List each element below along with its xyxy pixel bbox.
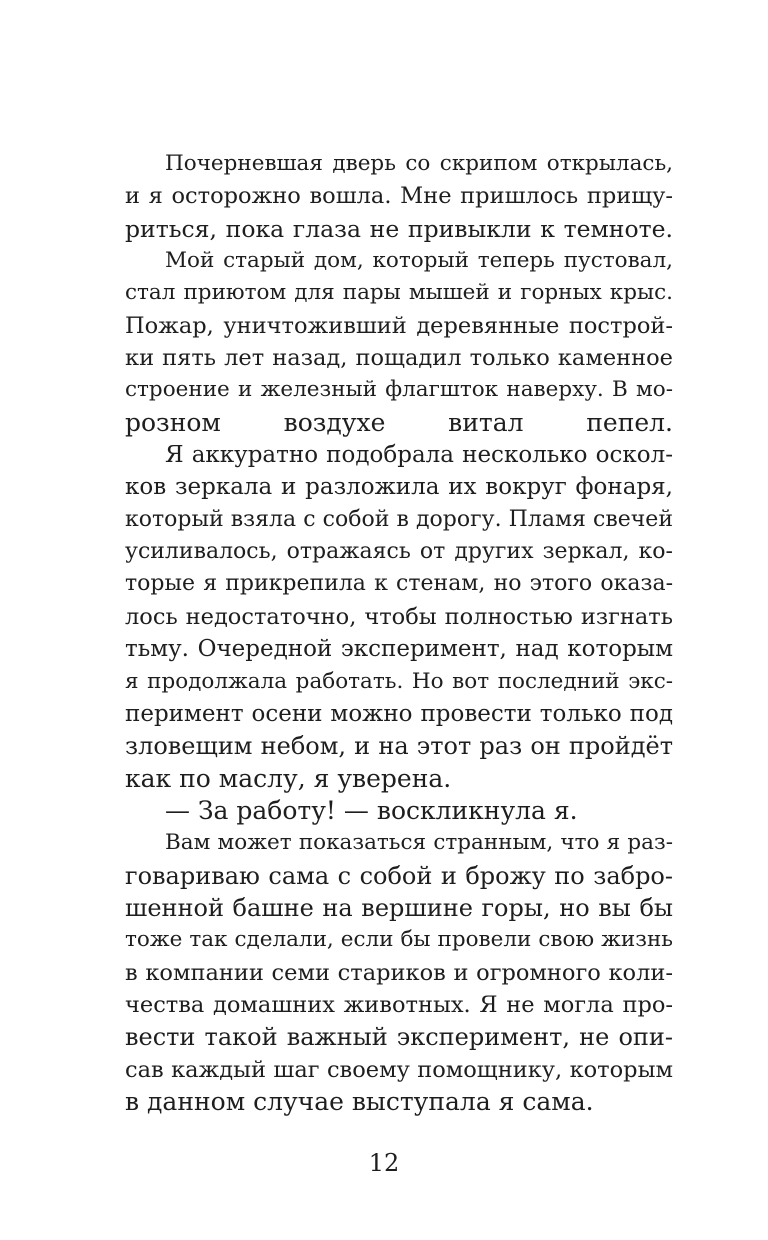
text-line: стал приютом для пары мышей и горных крыс. [125,280,673,306]
text-line: розном воздухе витал пепел. [125,407,673,437]
text-line: я продолжала работать. Но вот последний экс- [125,668,673,694]
text-line: усиливалось, отражаясь от других зеркал, ко- [125,539,673,565]
paragraph-1 [125,148,673,245]
text-line: ков зеркала и разложила их вокруг фонаря, [125,474,673,501]
text-line: в компании семи стариков и огромного коли- [125,959,673,986]
paragraph-2 [125,245,673,439]
text-line: тоже так сделали, если бы провели свою жизнь [125,927,673,953]
text-line: торые я прикрепила к стенам, но этого оказа- [125,571,673,597]
text-line: вести такой важный эксперимент, не опи- [125,1023,673,1052]
text-line: перимент осени можно провести только под [125,700,673,727]
text-line: Почерневшая дверь со скрипом открылась, [165,151,673,176]
text-line: Вам может показаться странным, что я раз- [165,830,673,856]
page-text [125,148,673,1118]
text-line: сав каждый шаг своему помощнику, которым [125,1056,673,1083]
text-line: зловещим небом, и на этот раз он пройдёт [125,732,673,761]
text-line: ки пять лет назад, пощадил только каменное [125,345,673,372]
text-line: который взяла с собой в дорогу. Пламя свечей [125,506,673,532]
text-line: как по маслу, я уверена. [125,763,452,793]
page-number: 12 [368,1149,400,1177]
text-line: строение и железный флагшток наверху. В мо- [125,377,673,403]
text-line: Мой старый дом, который теперь пустовал, [165,248,673,274]
text-line: чества домашних животных. Я не могла про- [125,991,673,1018]
paragraph-3 [125,439,673,795]
text-line: Я аккуратно подобрала несколько оскол- [165,442,673,469]
text-line: Пожар, уничтоживший деревянные построй- [125,312,673,339]
paragraph-4-dialogue [125,795,673,827]
text-line: говариваю сама с собой и брожу по забро- [125,861,673,890]
text-line: тьму. Очередной эксперимент, над которым [125,636,673,663]
text-line: — За работу! — воскликнула я. [165,795,578,825]
text-line: и я осторожно вошла. Мне пришлось прищу- [125,183,673,210]
text-line: шенной башне на вершине горы, но вы бы [125,893,673,922]
paragraph-5 [125,827,673,1118]
text-line: лось недостаточно, чтобы полностью изгнать [125,603,673,630]
text-line: в данном случае выступала я сама. [125,1086,594,1116]
text-line: риться, пока глаза не привыкли к темноте. [125,214,673,243]
